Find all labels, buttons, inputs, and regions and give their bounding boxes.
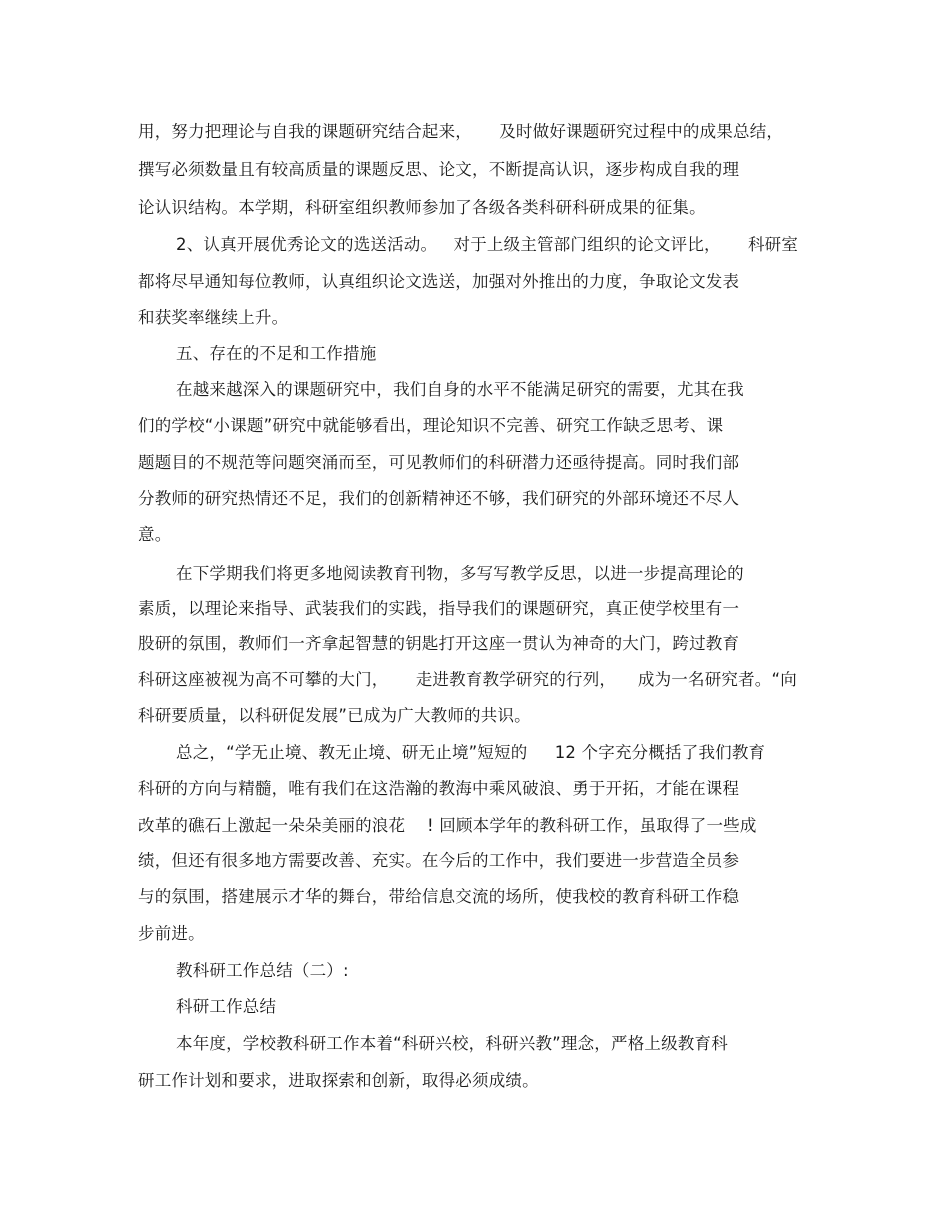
text-line: 股研的氛围，教师们一齐拿起智慧的钥匙打开这座一贯认为神奇的大门，跨过教育 [138,634,740,653]
text-line: 研工作计划和要求，进取探索和创新，取得必须成绩。 [138,1071,539,1090]
text-line: 在越来越深入的课题研究中，我们自身的水平不能满足研究的需要，尤其在我 [176,380,744,399]
text-line: 都将尽早通知每位教师，认真组织论文选送，加强对外推出的力度，争取论文发表 [138,272,740,291]
section-heading: 教科研工作总结（二）: [176,961,349,980]
text-line: 素质，以理论来指导、武装我们的实践，指导我们的课题研究，真正使学校里有一 [138,599,740,618]
text-line: 科研的方向与精髓，唯有我们在这浩瀚的教海中乘风破浪、勇于开拓，才能在课程 [138,779,740,798]
text-line: 绩，但还有很多地方需要改善、充实。在今后的工作中，我们要进一步营造全员参 [138,851,740,870]
text-line: 意。 [138,525,172,544]
text-line: 步前进。 [138,924,205,943]
section-heading: 科研工作总结 [176,997,277,1016]
text-line: 分教师的研究热情还不足，我们的创新精神还不够，我们研究的外部环境还不尽人 [138,489,740,508]
text-line: 撰写必须数量且有较高质量的课题反思、论文，不断提高认识，逐步构成自我的理 [138,160,740,179]
text-line: 和获奖率继续上升。 [138,308,289,327]
text-line: 们的学校“小课题”研究中就能够看出，理论知识不完善、研究工作缺乏思考、课 [138,416,724,435]
text-line: 科研要质量，以科研促发展”已成为广大教师的共识。 [138,706,531,725]
text-line: 用，努力把理论与自我的课题研究结合起来， 及时做好课题研究过程中的成果总结， [138,122,784,141]
text-line: 题题目的不规范等问题突涌而至，可见教师们的科研潜力还亟待提高。同时我们部 [138,453,740,472]
text-line: 本年度，学校教科研工作本着“科研兴校，科研兴教”理念，严格上级教育科 [176,1034,728,1053]
text-line: 论认识结构。本学期，科研室组织教师参加了各级各类科研科研成果的征集。 [138,198,706,217]
text-line: 科研这座被视为高不可攀的大门， 走进教育教学研究的行列， 成为一名研究者。“向 [138,670,797,689]
text-line: 改革的礁石上激起一朵朵美丽的浪花 ! 回顾本学年的教科研工作，虽取得了一些成 [138,816,757,835]
text-line: 与的氛围，搭建展示才华的舞台，带给信息交流的场所，使我校的教育科研工作稳 [138,887,740,906]
text-line: 在下学期我们将更多地阅读教育刊物，多写写教学反思，以进一步提高理论的 [176,564,744,583]
section-heading: 五、存在的不足和工作措施 [176,344,377,363]
text-line: 总之，“学无止境、教无止境、研无止境”短短的 12 个字充分概括了我们教育 [176,743,766,762]
text-line: 2、认真开展优秀论文的选送活动。 对于上级主管部门组织的论文评比， 科研室 [176,235,799,254]
